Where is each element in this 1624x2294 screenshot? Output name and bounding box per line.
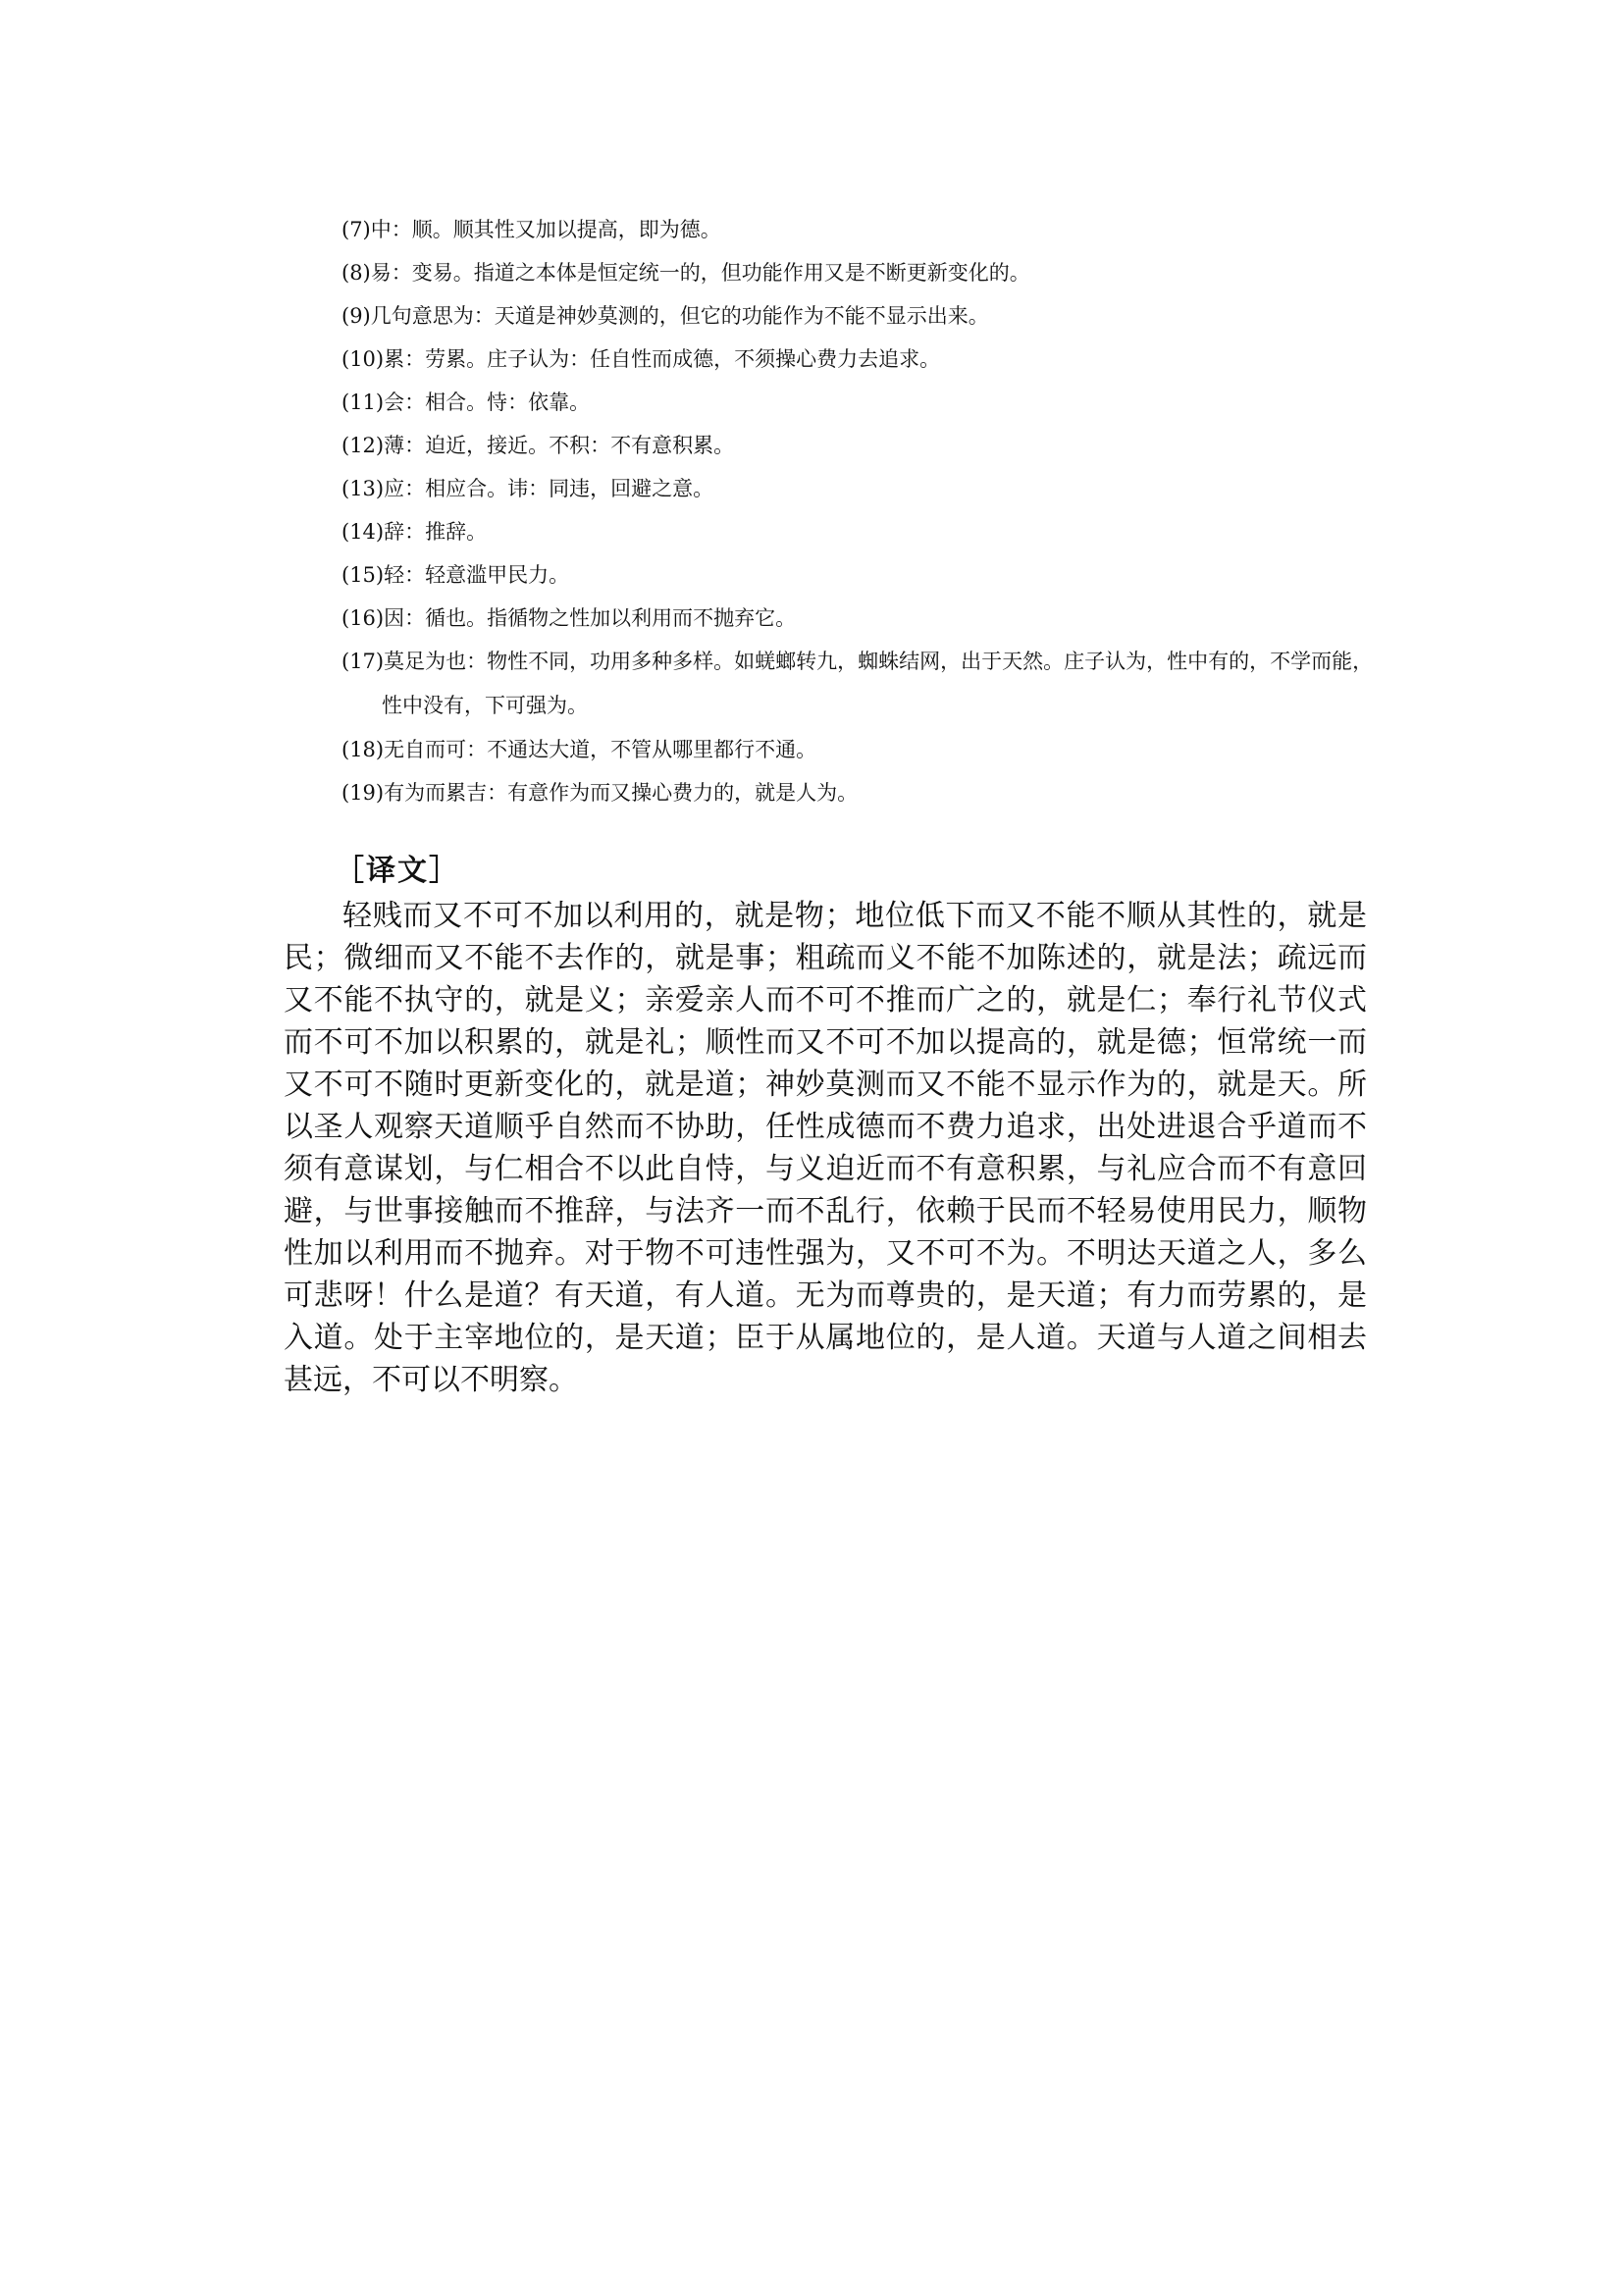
note-15: (15)轻：轻意滥甲民力。 — [341, 563, 570, 587]
note-8: (8)易：变易。指道之本体是恒定统一的，但功能作用又是不断更新变化的。 — [341, 261, 1030, 285]
note-11: (11)会：相合。恃：依靠。 — [341, 391, 591, 414]
note-12: (12)薄：迫近，接近。不积：不有意积累。 — [341, 434, 735, 457]
translation-heading: ［译文］ — [335, 854, 460, 888]
note-17: (17)莫足为也：物性不同，功用多种多样。如蜣螂转九，蜘蛛结网，出于天然。庄子认为，性中有的，不学而能，性中没有，下可强为。 — [341, 650, 1374, 717]
note-14: (14)辞：推辞。 — [341, 520, 488, 544]
note-9: (9)几句意思为：天道是神妙莫测的，但它的功能作为不能不显示出来。 — [341, 304, 989, 328]
note-13: (13)应：相应合。讳：同违，回避之意。 — [341, 477, 714, 500]
note-7: (7)中：顺。顺其性又加以提高，即为德。 — [341, 218, 721, 241]
note-16: (16)因：循也。指循物之性加以利用而不抛弃它。 — [341, 606, 797, 630]
note-19: (19)有为而累吉：有意作为而又操心费力的，就是人为。 — [341, 781, 859, 805]
note-10: (10)累：劳累。庄子认为：任自性而成德，不须操心费力去追求。 — [341, 347, 941, 371]
translation-body: 轻贱而又不可不加以利用的，就是物；地位低下而又不能不顺从其性的，就是民；微细而又不能不去作的，就是事；粗疏而义不能不加陈述的，就是法；疏远而又不能不执守的，就是义；亲爱亲人而不可不推而广之的，就是仁；奉行礼节仪式而不可不加以积累的，就是礼；顺性而又不可不加以提高的，就是德；恒常统一而又不可不随时更新变化的，就是道；神妙莫测而又不能不显示作为的，就是天。所以圣人观察天道顺乎自然而不协助，任性成德而不费力追求，出处进退合乎道而不须有意谋划，与仁相合不以此自恃，与义迫近而不有意积累，与礼应合而不有意回避，与世事接触而不推辞，与法齐一而不乱行，依赖于民而不轻易使用民力，顺物性加以利用而不抛弃。对于物不可违性强为，又不可不为。不明达天道之人，多么可悲呀！什么是道？有天道，有人道。无为而尊贵的，是天道；有力而劳累的，是入道。处于主宰地位的，是天道；臣于从属地位的，是人道。天道与人道之间相去甚远，不可以不明察。 — [284, 899, 1367, 1397]
note-18: (18)无自而可：不通达大道，不管从哪里都行不通。 — [341, 738, 817, 761]
annotation-notes-list — [341, 208, 1374, 814]
